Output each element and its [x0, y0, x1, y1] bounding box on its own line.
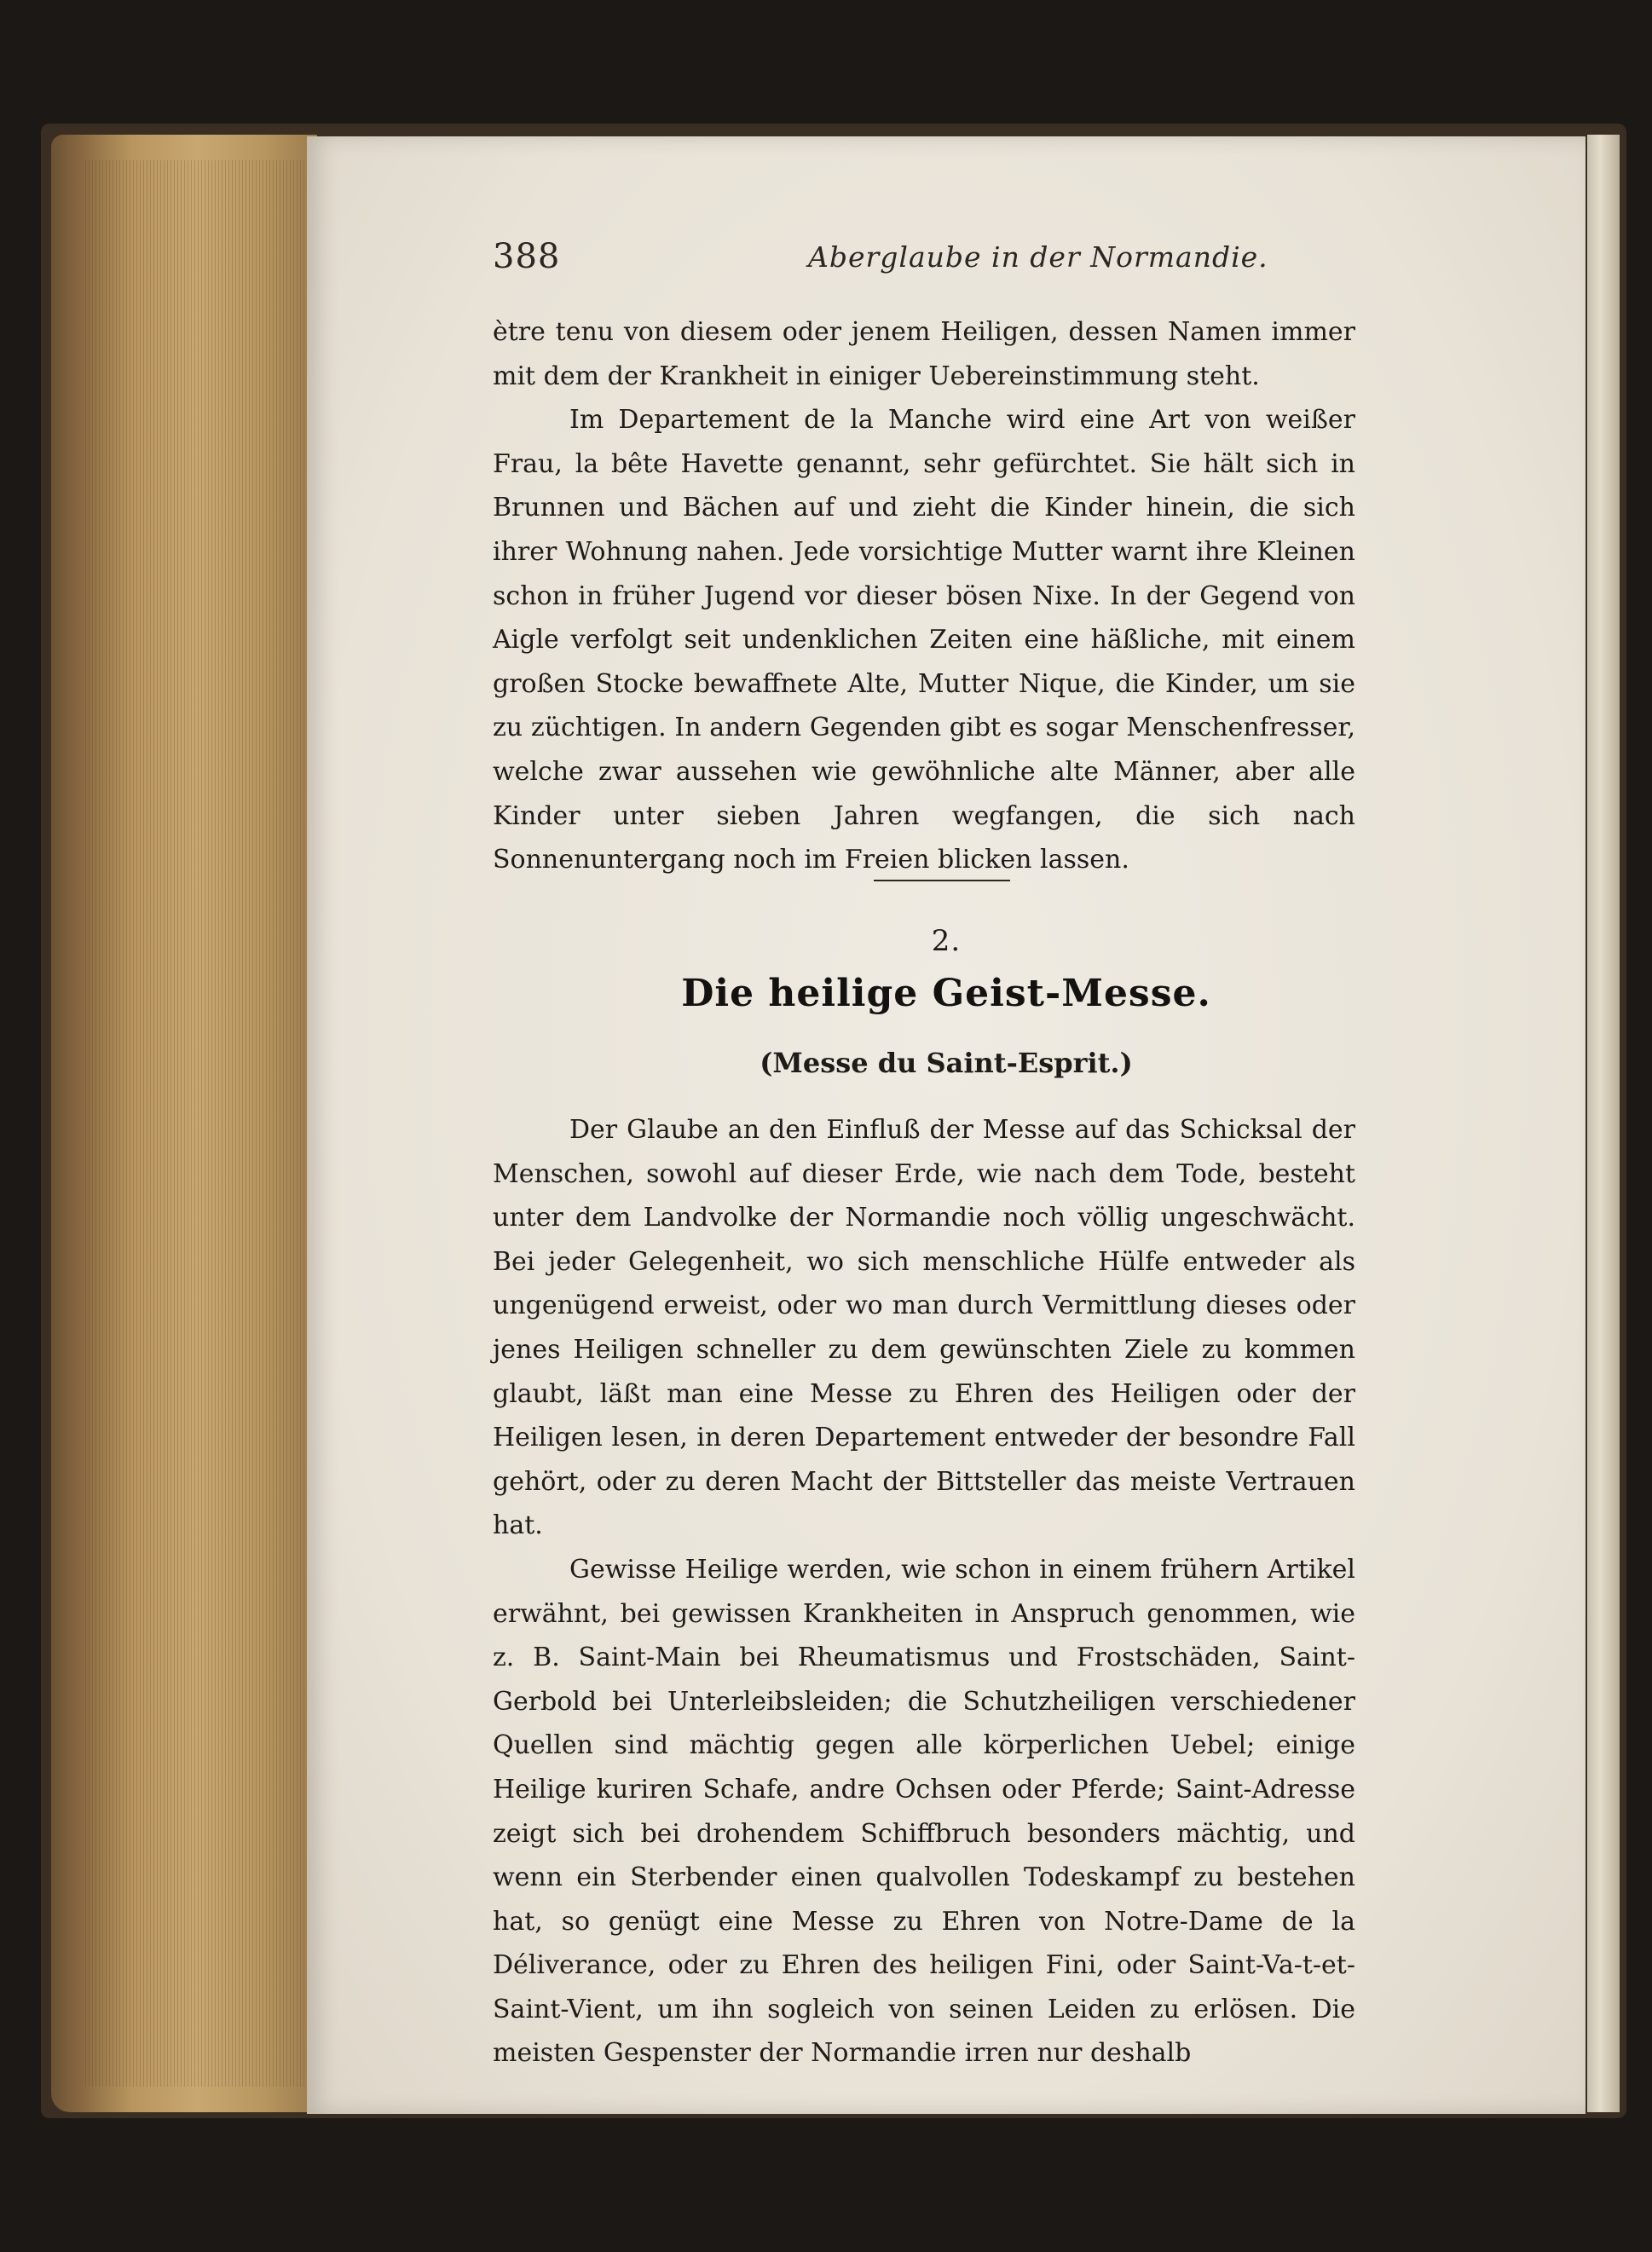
book-page — [307, 136, 1586, 2114]
running-title: Aberglaube in der Normandie. — [808, 240, 1268, 274]
page-header — [493, 237, 1372, 288]
facing-page-edge — [1587, 135, 1620, 2112]
paragraph: Gewisse Heilige werden, wie schon in einem frühern Artikel erwähnt, bei gewissen Krankheiten in Anspruch genommen, wie z. B. Saint-Main bei Rheumatismus und Frostschäden, Saint-Gerbold bei Unterleibsleiden; die Schutzheiligen verschiedener Quellen sind mächtig gegen alle körperlichen Uebel; einige Heilige kuriren Schafe, andre Ochsen oder Pferde; Saint-Adresse zeigt sich bei drohendem Schiffbruch besonders mächtig, und wenn ein Sterbender einen qualvollen Todeskampf zu bestehen hat, so genügt eine Messe zu Ehren von Notre-Dame de la Déliverance, oder zu Ehren des heiligen Fini, oder Saint-Va-t-et-Saint-Vient, um ihn sogleich von seinen Leiden zu erlösen. Die meisten Gespenster der Normandie irren nur deshalb — [493, 1554, 1355, 2069]
text-block-before — [493, 310, 1355, 882]
section-title: Die heilige Geist-Messe. — [681, 972, 1211, 1015]
section-subtitle: (Messe du Saint-Esprit.) — [760, 1047, 1133, 1079]
page-number: 388 — [493, 237, 561, 276]
section-number: 2. — [931, 924, 962, 958]
section-separator — [874, 880, 1010, 881]
page-edges — [51, 135, 317, 2112]
paragraph: ètre tenu von diesem oder jenem Heiligen, dessen Namen immer mit dem der Krankheit in einiger Uebereinstimmung steht. — [493, 317, 1355, 391]
text-block-after — [493, 1108, 1355, 2076]
paragraph: Der Glaube an den Einfluß der Messe auf das Schicksal der Menschen, sowohl auf dieser Erde, wie nach dem Tode, besteht unter dem Landvolke der Normandie noch völlig ungeschwächt. Bei jeder Gelegenheit, wo sich menschliche Hülfe entweder als ungenügend erweist, oder wo man durch Vermittlung dieses oder jenes Heiligen schneller zu dem gewünschten Ziele zu kommen glaubt, läßt man eine Messe zu Ehren des Heiligen oder der Heiligen lesen, in deren Departement entweder der besondre Fall gehört, oder zu deren Macht der Bittsteller das meiste Vertrauen hat. — [493, 1115, 1355, 1541]
paragraph: Im Departement de la Manche wird eine Art von weißer Frau, la bête Havette genannt, sehr gefürchtet. Sie hält sich in Brunnen und Bächen auf und zieht die Kinder hinein, die sich ihrer Wohnung nahen. Jede vorsichtige Mutter warnt ihre Kleinen schon in früher Jugend vor dieser bösen Nixe. In der Gegend von Aigle verfolgt seit undenklichen Zeiten eine häßliche, mit einem großen Stocke bewaffnete Alte, Mutter Nique, die Kinder, um sie zu züchtigen. In andern Gegenden gibt es sogar Menschenfresser, welche zwar aussehen wie gewöhnliche alte Männer, aber alle Kinder unter sieben Jahren wegfangen, die sich nach Sonnenuntergang noch im Freien blicken lassen. — [493, 405, 1355, 875]
